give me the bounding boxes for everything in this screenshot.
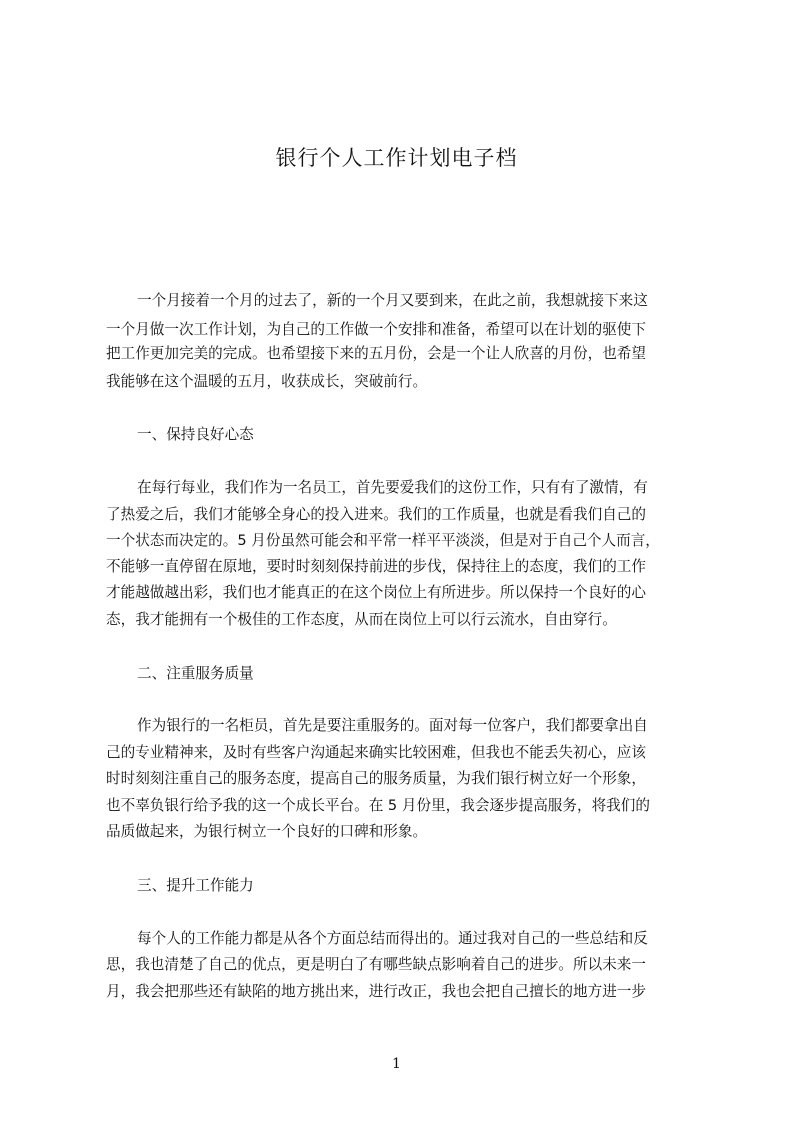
page-title: 银行个人工作计划电子档: [275, 146, 518, 170]
paragraph-line: 才能越做越出彩，我们也才能真正的在这个岗位上有所进步。所以保持一个良好的心: [106, 584, 646, 601]
paragraph-line: 时时刻刻注重自己的服务态度，提高自己的服务质量，为我们银行树立好一个形象，: [106, 770, 646, 787]
paragraph-line: 每个人的工作能力都是从各个方面总结而得出的。通过我对自己的一些总结和反: [137, 930, 648, 947]
paragraph-line: 我能够在这个温暖的五月，收获成长，突破前行。: [106, 373, 428, 390]
paragraph-line: 了热爱之后，我们才能够全身心的投入进来。我们的工作质量，也就是看我们自己的: [106, 506, 646, 523]
paragraph-line: 己的专业精神来，及时有些客户沟通起来确实比较困难，但我也不能丢失初心，应该: [106, 744, 646, 761]
paragraph-line: 在每行每业，我们作为一名员工，首先要爱我们的这份工作，只有有了激情，有: [137, 479, 648, 496]
paragraph-line: 也不辜负银行给予我的这一个成长平台。在 5 月份里，我会逐步提高服务，将我们的: [106, 797, 650, 814]
section-heading: 二、注重服务质量: [137, 665, 254, 682]
paragraph-line: 一个月接着一个月的过去了，新的一个月又要到来，在此之前，我想就接下来这: [137, 292, 648, 309]
paragraph-line: 把工作更加完美的完成。也希望接下来的五月份，会是一个让人欣喜的月份，也希望: [106, 345, 646, 362]
paragraph-line: 不能够一直停留在原地，要时时刻刻保持前进的步伐，保持往上的态度，我们的工作: [106, 558, 646, 575]
paragraph-line: 态，我才能拥有一个极佳的工作态度，从而在岗位上可以行云流水，自由穿行。: [106, 611, 617, 628]
paragraph-line: 一个月做一次工作计划，为自己的工作做一个安排和准备，希望可以在计划的驱使下: [106, 321, 646, 338]
paragraph-line: 月，我会把那些还有缺陷的地方挑出来，进行改正，我也会把自己擅长的地方进一步: [106, 983, 646, 1000]
paragraph-line: 作为银行的一名柜员，首先是要注重服务的。面对每一位客户，我们都要拿出自: [137, 717, 648, 734]
paragraph-line: 一个状态而决定的。5 月份虽然可能会和平常一样平平淡淡，但是对于自己个人而言，: [106, 532, 660, 549]
paragraph-line: 思，我也清楚了自己的优点，更是明白了有哪些缺点影响着自己的进步。所以未来一: [106, 956, 646, 973]
page-number: 1: [392, 1056, 401, 1072]
paragraph-line: 品质做起来，为银行树立一个良好的口碑和形象。: [106, 823, 428, 840]
section-heading: 一、保持良好心态: [137, 426, 254, 443]
section-heading: 三、提升工作能力: [137, 877, 254, 894]
